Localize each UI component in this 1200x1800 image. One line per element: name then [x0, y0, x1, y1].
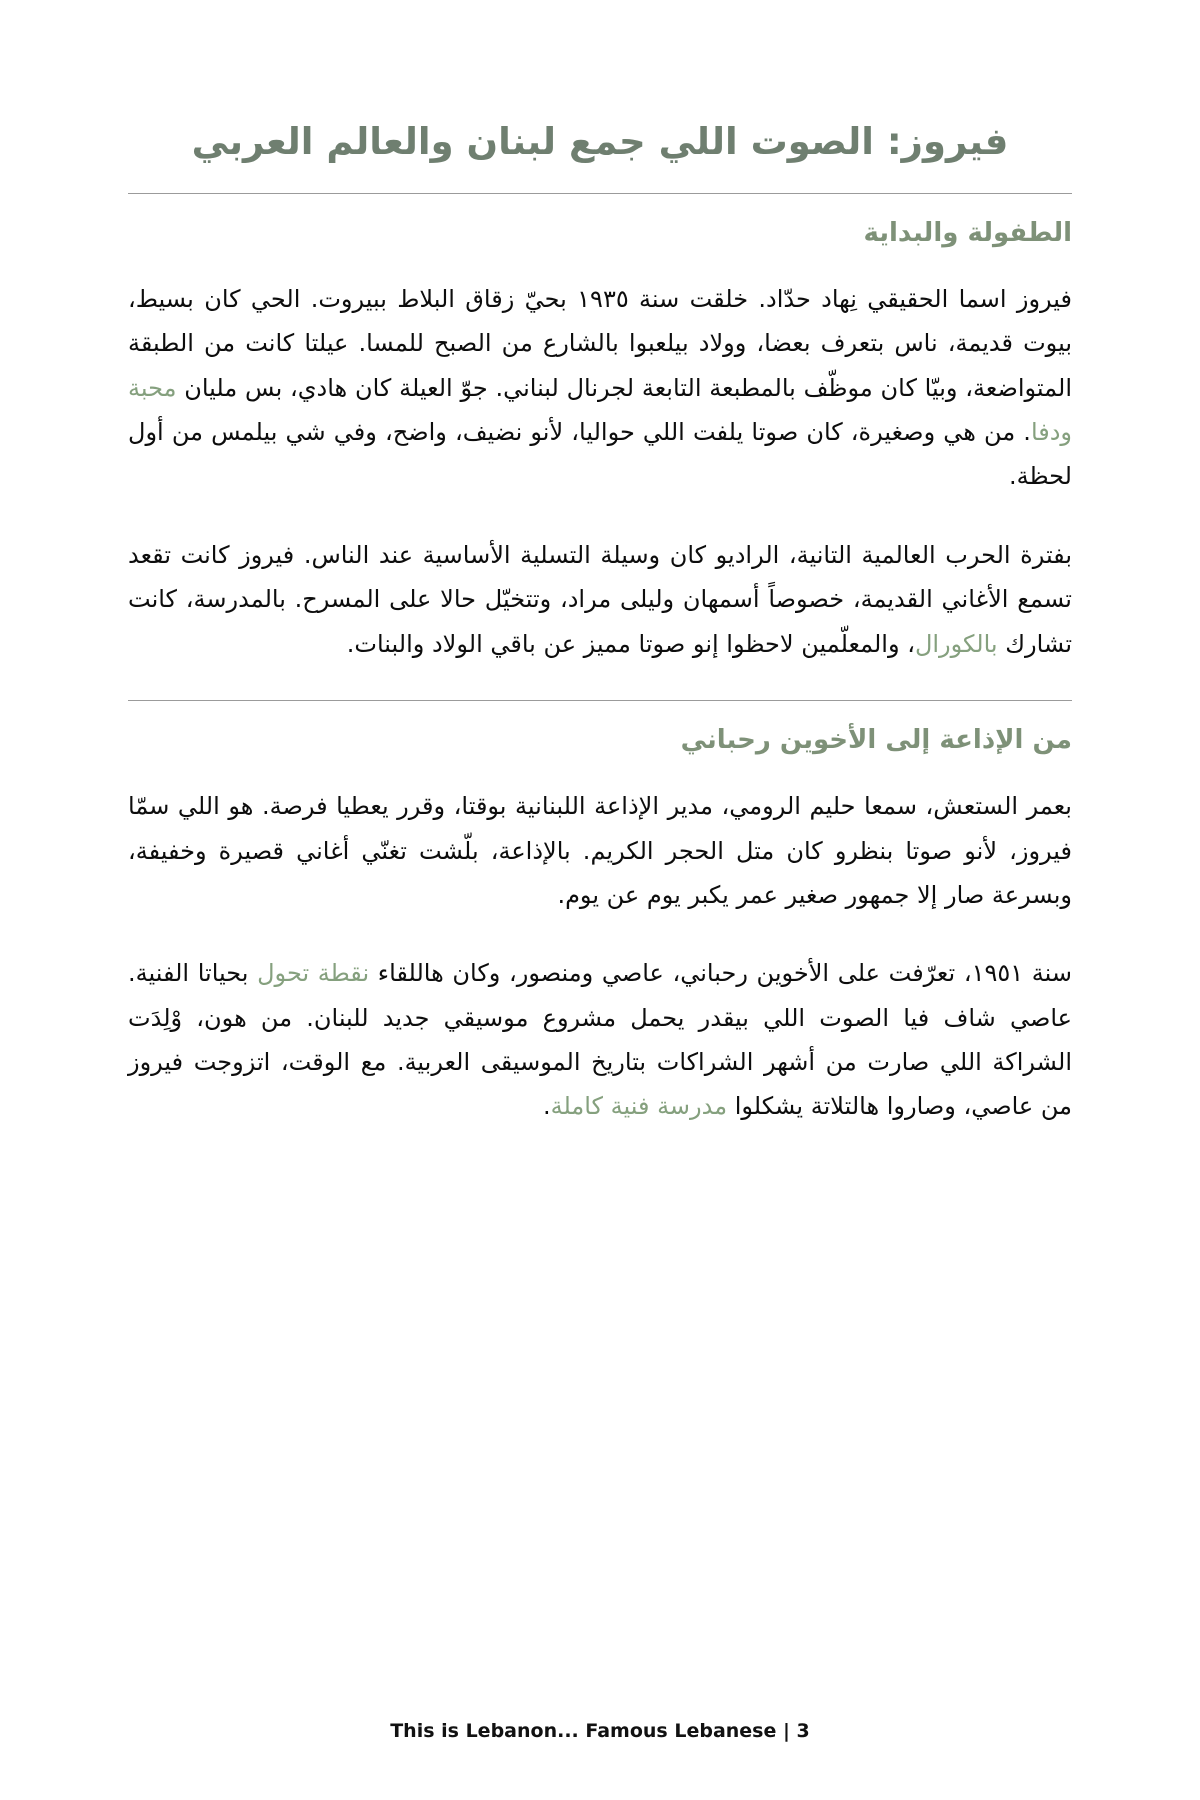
- body-paragraph: [128, 533, 1072, 666]
- paragraph-text: بحياتا الفنية. عاصي شاف فيا الصوت اللي بيقدر يحمل مشروع موسيقي جديد للبنان. من هون، وْلِدَت الشراكة اللي صارت من أشهر الشراكات بتاريخ الموسيقى العربية. مع الوقت، اتزوجت فيروز من عاصي، وصاروا هالتلاتة يشكلوا: [128, 959, 1072, 1121]
- paragraph-text: بعمر الستعش، سمعا حليم الرومي، مدير الإذاعة اللبنانية بوقتا، وقرر يعطيا فرصة. هو اللي سمّا فيروز، لأنو صوتا بنظرو كان متل الحجر الكريم. بالإذاعة، بلّشت تغنّي أغاني قصيرة وخفيفة، وبسرعة صار إلا جمهور صغير عمر يكبر يوم عن يوم.: [128, 792, 1072, 909]
- body-paragraph: [128, 784, 1072, 917]
- paragraph-text: ، والمعلّمين لاحظوا إنو صوتا مميز عن باقي الولاد والبنات.: [346, 629, 915, 658]
- highlighted-text: مدرسة فنية كاملة: [550, 1092, 728, 1121]
- highlighted-text: بالكورال: [914, 629, 998, 658]
- section-heading: من الإذاعة إلى الأخوين رحباني: [680, 725, 1072, 756]
- page-footer: This is Lebanon... Famous Lebanese | 3: [390, 1720, 810, 1742]
- title-divider: [128, 193, 1072, 194]
- paragraph-text: . من هي وصغيرة، كان صوتا يلفت اللي حواليا، لأنو نضيف، واضح، وفي شي بيلمس من أول لحظة.: [128, 418, 1072, 491]
- section-heading: الطفولة والبداية: [863, 217, 1072, 248]
- highlighted-text: نقطة تحول: [257, 959, 370, 988]
- body-paragraph: [128, 951, 1072, 1129]
- page-title: فيروز: الصوت اللي جمع لبنان والعالم العربي: [191, 120, 1009, 163]
- paragraph-text: .: [542, 1092, 551, 1121]
- section-list: [128, 216, 1072, 1129]
- highlighted-text: محبة ودفا: [128, 373, 1072, 447]
- body-paragraph: [128, 277, 1072, 499]
- paragraph-text: فيروز اسما الحقيقي نِهاد حدّاد. خلقت سنة ١٩٣٥ بحيّ زقاق البلاط ببيروت. الحي كان بسيط، بيوت قديمة، ناس بتعرف بعضا، وولاد بيلعبوا بالشارع من الصبح للمسا. عيلتا كانت من الطبقة المتواضعة، وبيّا كان موظّف بالمطبعة التابعة لجرنال لبناني. جوّ العيلة كان هادي، بس مليان: [128, 284, 1073, 402]
- section-divider: [128, 700, 1072, 701]
- paragraph-text: بفترة الحرب العالمية التانية، الراديو كان وسيلة التسلية الأساسية عند الناس. فيروز كانت تقعد تسمع الأغاني القديمة، خصوصاً أسمهان وليلى مراد، وتتخيّل حالا على المسرح. بالمدرسة، كانت تشارك: [128, 540, 1072, 658]
- paragraph-text: سنة ١٩٥١، تعرّفت على الأخوين رحباني، عاصي ومنصور، وكان هاللقاء: [369, 959, 1072, 988]
